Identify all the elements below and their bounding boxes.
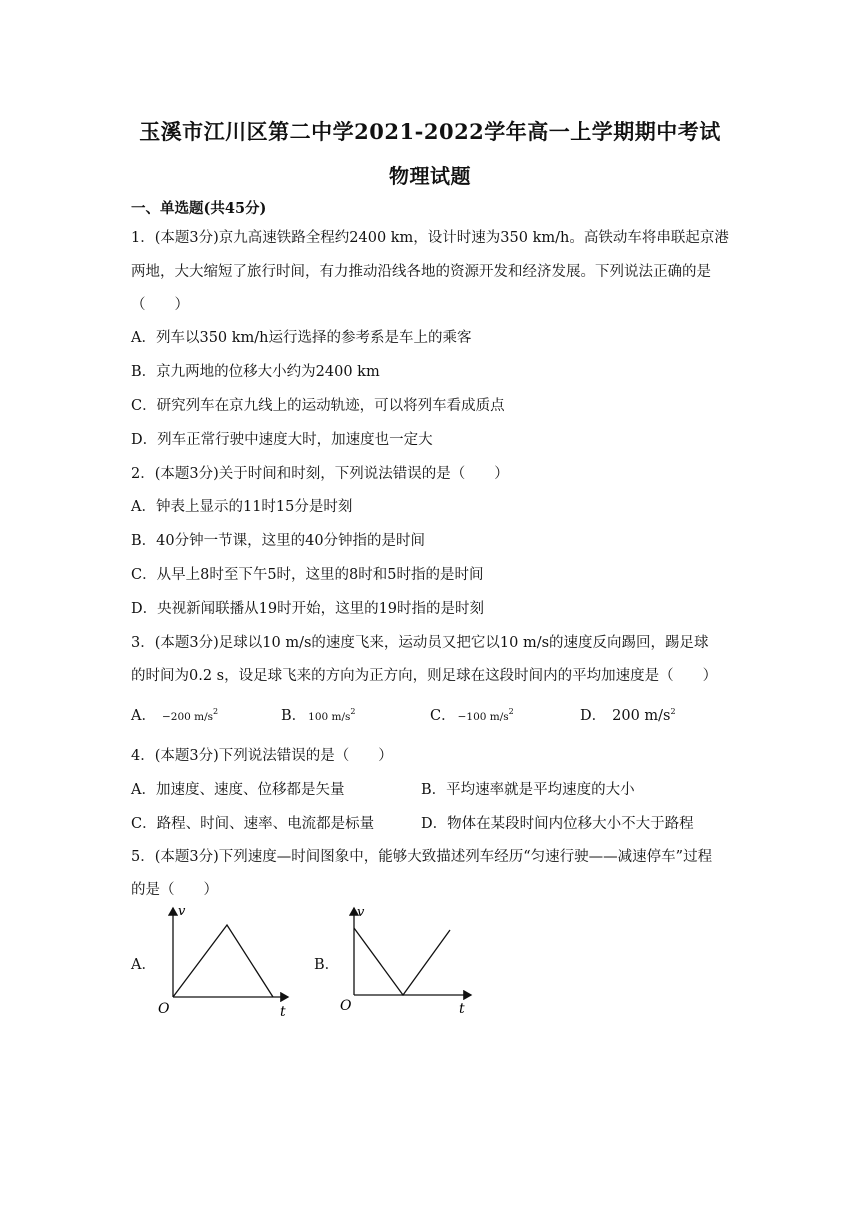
q5-graph-a xyxy=(150,900,300,1020)
graph-a-t-label: t xyxy=(280,1004,286,1020)
q3-stem-line1: 3．(本题3分)足球以10 m/s的速度飞来，运动员又把它以10 m/s的速度反向踢回，踢足球 xyxy=(131,635,709,651)
q2-option-d: D．央视新闻联播从19时开始，这里的19时指的是时刻 xyxy=(131,601,485,617)
q5-stem-line1: 5．(本题3分)下列速度—时间图象中，能够大致描述列车经历“匀速行驶——减速停车”过程 xyxy=(131,849,713,865)
q4-option-b: B．平均速率就是平均速度的大小 xyxy=(421,782,635,798)
q3-option-c: C． −100 $m/s^2$ xyxy=(430,707,514,724)
q2-option-a: A．钟表上显示的11时15分是时刻 xyxy=(131,499,353,515)
q1-stem-line3: （ ） xyxy=(131,297,189,313)
q2-option-b: B．40分钟一节课，这里的40分钟指的是时间 xyxy=(131,533,426,549)
graph-a-origin-label: O xyxy=(158,1001,170,1017)
q5-option-a-label: A． xyxy=(131,957,156,973)
q1-option-b: B．京九两地的位移大小约为2400 km xyxy=(131,364,380,380)
q4-option-d: D．物体在某段时间内位移大小不大于路程 xyxy=(421,816,694,832)
q5-option-b-label: B． xyxy=(314,957,340,973)
graph-b-curve xyxy=(354,928,450,995)
graph-b-v-label: v xyxy=(357,905,365,920)
q2-stem: 2．(本题3分)关于时间和时刻，下列说法错误的是（ ） xyxy=(131,466,509,482)
graph-a-v-label: v xyxy=(178,904,186,919)
q4-stem: 4．(本题3分)下列说法错误的是（ ） xyxy=(131,748,393,764)
q4-option-c: C．路程、时间、速率、电流都是标量 xyxy=(131,816,375,832)
q2-option-c: C．从早上8时至下午5时，这里的8时和5时指的是时间 xyxy=(131,567,484,583)
graph-b-t-label: t xyxy=(459,1001,465,1017)
q1-option-c: C．研究列车在京九线上的运动轨迹，可以将列车看成质点 xyxy=(131,398,505,414)
graph-a-curve xyxy=(173,925,273,997)
q3-stem-line2: 的时间为0.2 s，设足球飞来的方向为正方向，则足球在这段时间内的平均加速度是（ ） xyxy=(131,668,718,684)
section-heading-single-choice: 一、单选题(共45分) xyxy=(131,200,267,217)
q3-option-b: B． 100 $m/s^2$ xyxy=(281,707,356,724)
q5-stem-line2: 的是（ ） xyxy=(131,882,218,898)
exam-subtitle: 物理试题 xyxy=(389,164,471,188)
q4-option-a: A．加速度、速度、位移都是矢量 xyxy=(131,782,345,798)
q3-option-a: A． −200 $m/s^2$ xyxy=(131,707,219,724)
graph-b-origin-label: O xyxy=(340,998,352,1014)
q1-stem-line2: 两地，大大缩短了旅行时间，有力推动沿线各地的资源开发和经济发展。下列说法正确的是 xyxy=(131,264,711,280)
q3-option-d: D． 200 $m/s^2$ xyxy=(580,707,676,724)
q5-graph-b xyxy=(335,900,485,1020)
q1-option-a: A．列车以350 km/h运行选择的参考系是车上的乘客 xyxy=(131,330,472,346)
exam-title: 玉溪市江川区第二中学2021-2022学年高一上学期期中考试 xyxy=(139,119,721,144)
q1-stem-line1: 1．(本题3分)京九高速铁路全程约2400 km，设计时速为350 km/h。高铁动车将串联起京港 xyxy=(131,230,729,246)
q1-option-d: D．列车正常行驶中速度大时，加速度也一定大 xyxy=(131,432,433,448)
